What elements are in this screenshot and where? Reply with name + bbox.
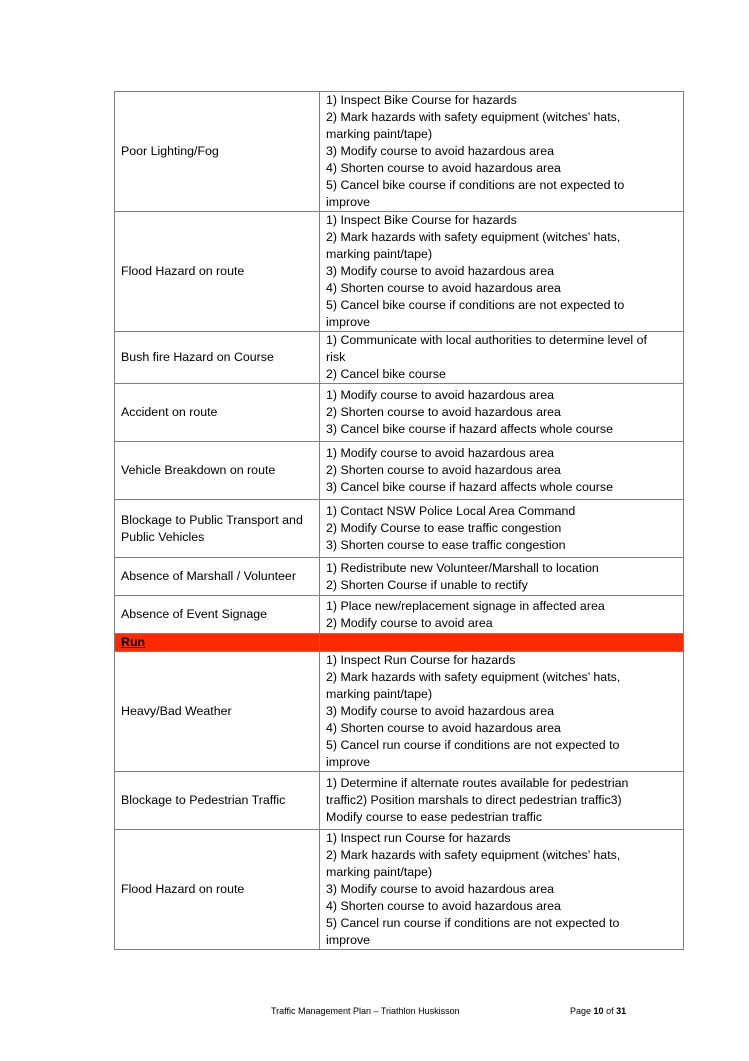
risk-cell: Absence of Event Signage	[115, 596, 320, 634]
actions-cell	[320, 558, 684, 596]
actions-cell	[320, 384, 684, 442]
action-line: marking paint/tape)	[326, 865, 433, 879]
action-line: 4) Shorten course to avoid hazardous area	[326, 161, 561, 175]
action-line: 4) Shorten course to avoid hazardous area	[326, 281, 561, 295]
actions-cell	[320, 830, 684, 950]
action-line: 2) Mark hazards with safety equipment (witches’ hats,	[326, 110, 621, 124]
action-line: 3) Modify course to avoid hazardous area	[326, 704, 554, 718]
action-line: 1) Inspect Bike Course for hazards	[326, 213, 517, 227]
risk-cell: Bush fire Hazard on Course	[115, 332, 320, 384]
action-line: 5) Cancel bike course if conditions are not expected to	[326, 178, 625, 192]
risk-cell: Heavy/Bad Weather	[115, 652, 320, 772]
action-line: risk	[326, 350, 346, 364]
footer-page	[570, 1006, 626, 1016]
footer-page-number: 10	[593, 1006, 604, 1016]
actions-cell	[320, 332, 684, 384]
action-line: 3) Cancel bike course if hazard affects whole course	[326, 480, 613, 494]
action-line: 3) Modify course to avoid hazardous area	[326, 264, 554, 278]
actions-cell	[320, 442, 684, 500]
risk-cell: Blockage to Pedestrian Traffic	[115, 772, 320, 830]
action-line: 1) Modify course to avoid hazardous area	[326, 446, 554, 460]
table-row	[115, 830, 684, 950]
table-row	[115, 596, 684, 634]
action-line: improve	[326, 195, 371, 209]
action-line: 5) Cancel run course if conditions are not expected to	[326, 916, 620, 930]
action-line: improve	[326, 315, 371, 329]
footer-of-word: of	[606, 1006, 614, 1016]
action-line: 5) Cancel bike course if conditions are not expected to	[326, 298, 625, 312]
section-label-cell	[115, 634, 320, 652]
action-line: 1) Inspect Bike Course for hazards	[326, 93, 517, 107]
action-line: 1) Determine if alternate routes available for pedestrian	[326, 776, 629, 790]
action-line: marking paint/tape)	[326, 247, 433, 261]
action-line: 1) Contact NSW Police Local Area Command	[326, 504, 576, 518]
table-row	[115, 558, 684, 596]
action-line: 1) Place new/replacement signage in affected area	[326, 598, 605, 613]
footer-page-word: Page	[570, 1006, 592, 1016]
action-line: 3) Cancel bike course if hazard affects whole course	[326, 422, 613, 436]
table-row	[115, 384, 684, 442]
action-line: improve	[326, 755, 371, 769]
action-line: 2) Shorten course to avoid hazardous area	[326, 405, 561, 419]
risk-cell: Poor Lighting/Fog	[115, 92, 320, 212]
action-line: 1) Redistribute new Volunteer/Marshall to location	[326, 560, 599, 575]
risk-table	[114, 91, 684, 950]
table-row	[115, 442, 684, 500]
table-row	[115, 212, 684, 332]
action-line: 2) Mark hazards with safety equipment (witches’ hats,	[326, 230, 621, 244]
footer-total-pages: 31	[616, 1006, 627, 1016]
action-line: 1) Modify course to avoid hazardous area	[326, 388, 554, 402]
action-line: 3) Modify course to avoid hazardous area	[326, 144, 554, 158]
action-line: 1) Inspect run Course for hazards	[326, 831, 511, 845]
action-line: traffic2) Position marshals to direct pedestrian traffic3)	[326, 793, 622, 807]
risk-cell: Flood Hazard on route	[115, 212, 320, 332]
action-line: 2) Shorten Course if unable to rectify	[326, 577, 528, 592]
action-line: 3) Modify course to avoid hazardous area	[326, 882, 554, 896]
action-line: 2) Modify course to avoid area	[326, 615, 493, 630]
action-line: 5) Cancel run course if conditions are not expected to	[326, 738, 620, 752]
actions-cell	[320, 772, 684, 830]
table-row	[115, 332, 684, 384]
action-line: 2) Mark hazards with safety equipment (witches’ hats,	[326, 848, 621, 862]
section-empty-cell	[320, 634, 684, 652]
actions-cell	[320, 92, 684, 212]
actions-cell	[320, 500, 684, 558]
risk-cell: Accident on route	[115, 384, 320, 442]
action-line: 4) Shorten course to avoid hazardous area	[326, 721, 561, 735]
risk-cell: Vehicle Breakdown on route	[115, 442, 320, 500]
action-line: 2) Cancel bike course	[326, 367, 446, 381]
action-line: improve	[326, 933, 371, 947]
action-line: 2) Shorten course to avoid hazardous area	[326, 463, 561, 477]
action-line: marking paint/tape)	[326, 127, 433, 141]
table-row	[115, 652, 684, 772]
section-label: Run	[121, 635, 146, 649]
actions-cell	[320, 652, 684, 772]
action-line: Modify course to ease pedestrian traffic	[326, 810, 543, 824]
footer-title: Traffic Management Plan – Triathlon Huskisson	[271, 1006, 460, 1016]
table-row	[115, 92, 684, 212]
action-line: 1) Communicate with local authorities to determine level of	[326, 333, 647, 347]
section-row-run	[115, 634, 684, 652]
risk-cell: Absence of Marshall / Volunteer	[115, 558, 320, 596]
action-line: 1) Inspect Run Course for hazards	[326, 653, 516, 667]
table-row	[115, 772, 684, 830]
action-line: 4) Shorten course to avoid hazardous area	[326, 899, 561, 913]
action-line: marking paint/tape)	[326, 687, 433, 701]
actions-cell	[320, 212, 684, 332]
action-line: 2) Mark hazards with safety equipment (witches’ hats,	[326, 670, 621, 684]
table-row	[115, 500, 684, 558]
risk-table-body	[115, 92, 684, 950]
actions-cell	[320, 596, 684, 634]
risk-cell: Flood Hazard on route	[115, 830, 320, 950]
risk-cell: Blockage to Public Transport and Public Vehicles	[115, 500, 320, 558]
action-line: 3) Shorten course to ease traffic congestion	[326, 538, 566, 552]
action-line: 2) Modify Course to ease traffic congestion	[326, 521, 562, 535]
